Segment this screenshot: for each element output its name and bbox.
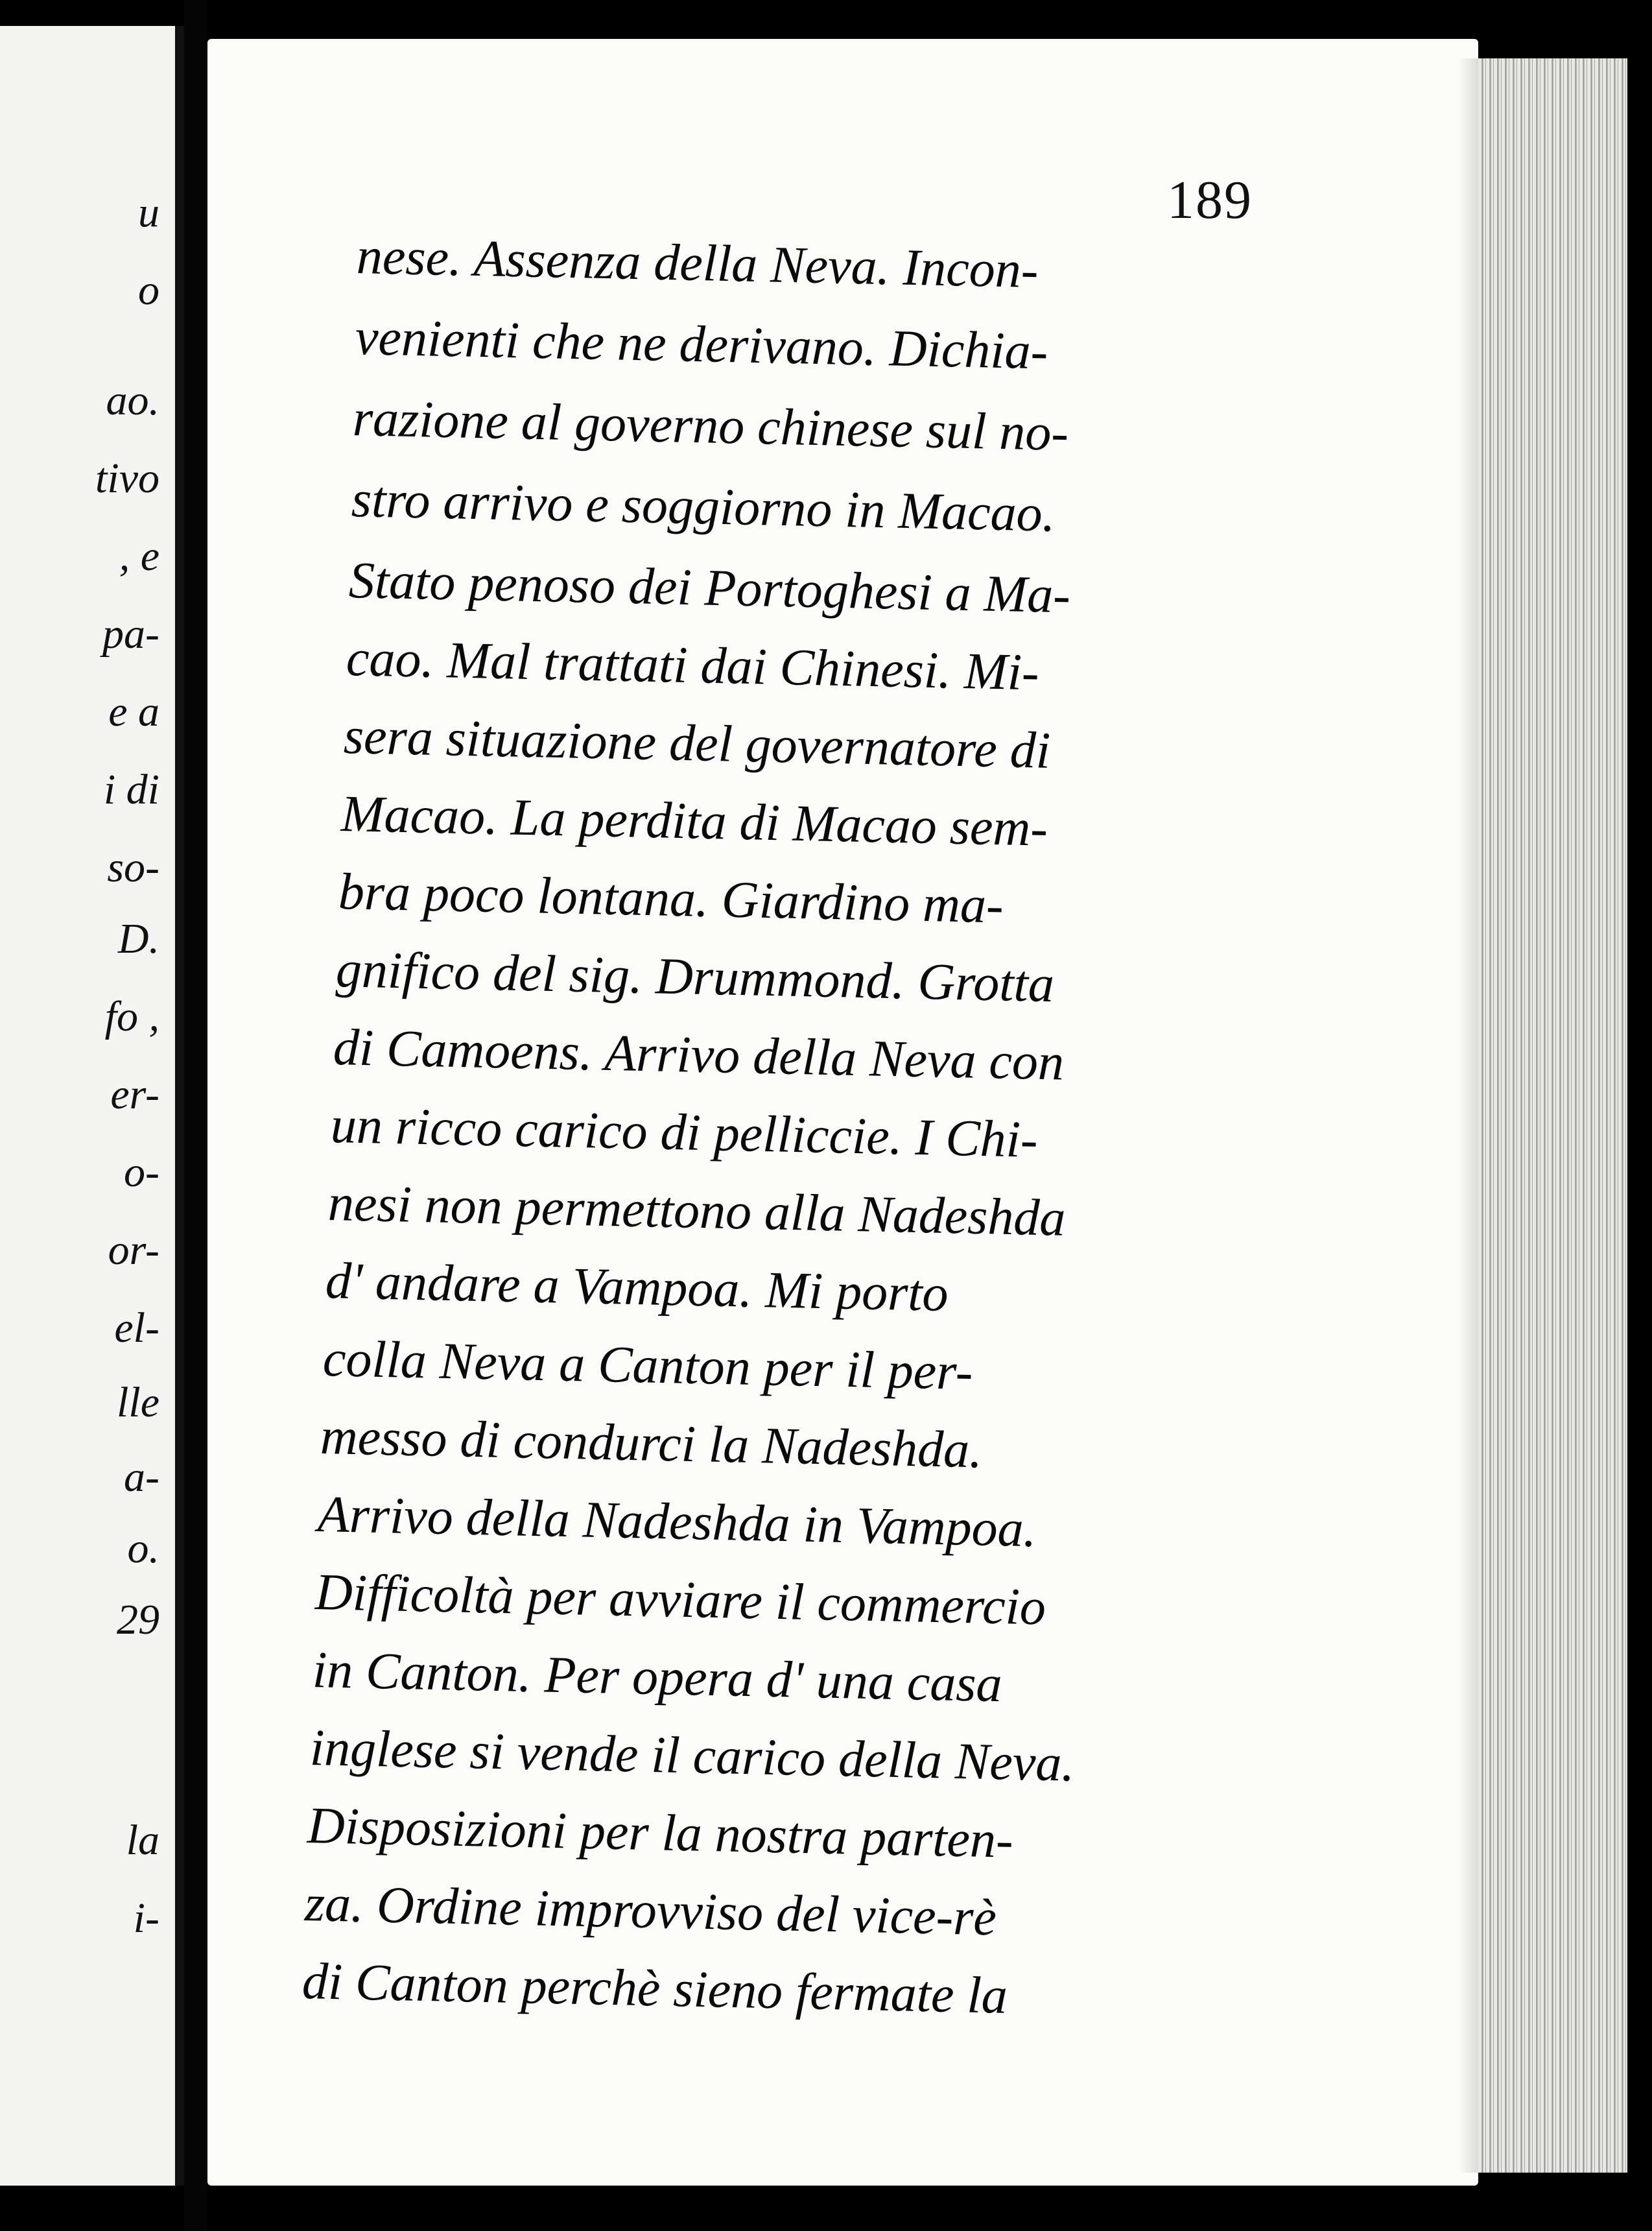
book-gutter [184,0,207,2231]
text-line: Arrivo della Nadeshda in Vampoa. [317,1486,1037,1558]
text-line: nese. Assenza della Neva. Incon- [356,228,1039,300]
left-page-fragment: o. [127,1525,159,1572]
text-line: venienti che ne derivano. Dichia- [355,309,1049,381]
left-page-fragment: D. [117,915,159,962]
text-line: d' andare a Vampoa. Mi porto [325,1252,949,1323]
left-page-fragment: o [138,267,159,314]
text-line: colla Neva a Canton per il per- [322,1330,974,1401]
main-page [207,39,1478,2186]
left-page-fragment: or- [108,1226,159,1274]
left-page-fragment: pa- [102,610,159,658]
text-line: inglese si vende il carico della Neva. [309,1719,1076,1793]
text-line: di Camoens. Arrivo della Neva con [333,1019,1065,1092]
left-page-fragment: i di [103,766,159,813]
left-page-fragment: a- [124,1453,159,1501]
left-page-fragment: fo , [104,993,159,1040]
left-page-fragment: el- [114,1304,159,1352]
text-line: un ricco carico di pelliccie. I Chi- [330,1097,1039,1169]
left-page-fragment: lle [117,1379,159,1426]
left-page-fragment: u [138,189,159,236]
left-facing-page [0,26,184,2186]
book-page-edges [1478,58,1627,2173]
text-line: stro arrivo e soggiorno in Macao. [351,471,1056,543]
left-page-fragment: tivo [95,455,159,502]
text-line: in Canton. Per opera d' una casa [312,1641,1003,1713]
left-page-fragment: o- [124,1149,159,1196]
text-line: cao. Mal trattati dai Chinesi. Mi- [346,630,1040,702]
left-page-fragment: i- [133,1894,159,1942]
text-line: Disposizioni per la nostra parten- [307,1797,1014,1869]
left-page-fragment: e a [108,688,159,735]
text-line: Difficoltà per avviare il commercio [314,1564,1046,1636]
text-line: nesi non permettono alla Nadeshda [327,1175,1067,1247]
left-page-fragment: so- [107,844,159,891]
left-page-fragment: , e [119,532,159,580]
left-page-fragment: ao. [106,377,159,424]
page-number: 189 [1167,170,1253,230]
text-line: bra poco lontana. Giardino ma- [338,863,1004,935]
text-line: sera situazione del governatore di [343,708,1051,780]
text-line: Macao. La perdita di Macao sem- [340,785,1048,857]
text-line: Stato penoso dei Portoghesi a Ma- [348,552,1071,625]
page-text [207,39,1478,2186]
left-page-fragment: er- [110,1071,159,1118]
left-page-fragment: 29 [117,1596,159,1643]
text-line: messo di condurci la Nadeshda. [320,1408,984,1479]
text-line: di Canton perchè sieno fermate la [301,1953,1008,2025]
text-line: gnifico del sig. Drummond. Grotta [335,941,1055,1014]
text-line: razione al governo chinese sul no- [352,390,1069,462]
text-line: za. Ordine improvviso del vice-rè [304,1875,997,1947]
left-page-fragment: la [126,1817,159,1864]
